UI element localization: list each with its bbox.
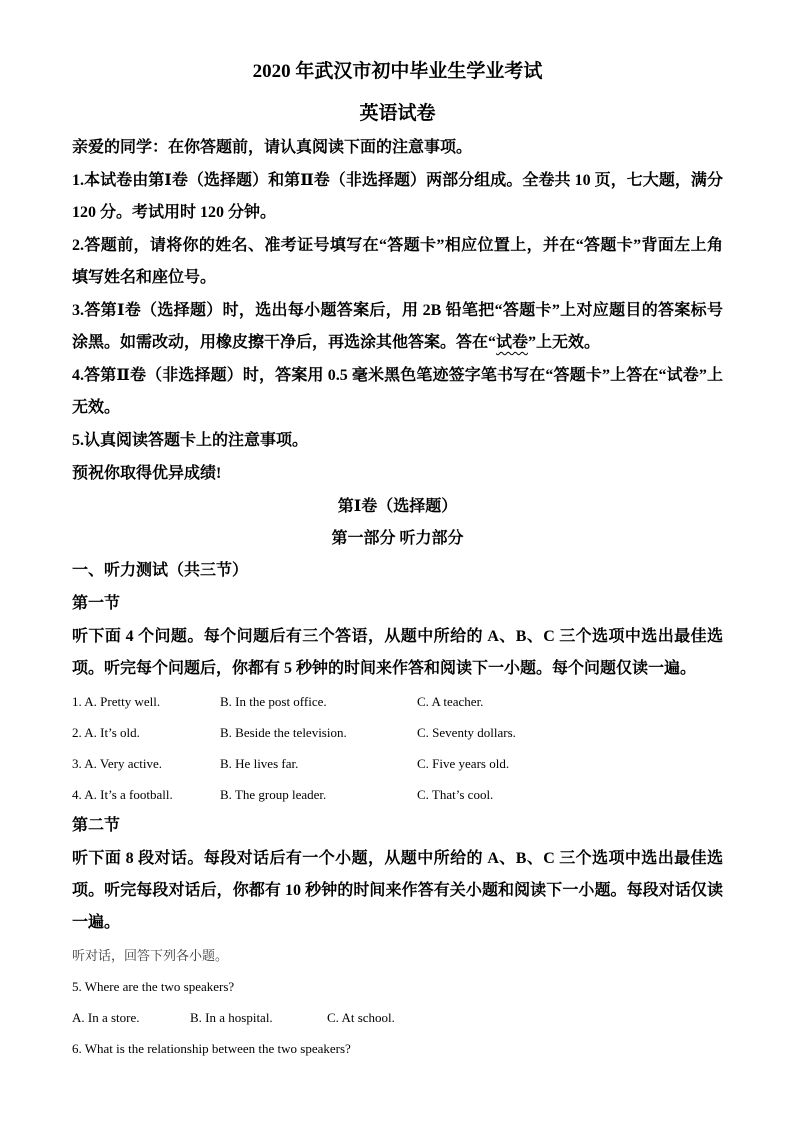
question-1-option-c: C. A teacher.: [417, 694, 484, 709]
question-2-option-c: C. Seventy dollars.: [417, 725, 516, 740]
good-luck-line: 预祝你取得优异成绩!: [72, 465, 222, 482]
notice-2: 2.答题前，请将你的姓名、准考证号填写在“答题卡”相应位置上，并在“答题卡”背面左上角填写姓名和座位号。: [72, 237, 723, 286]
question-3-option-a: 3. A. Very active.: [72, 756, 163, 771]
listening-test-title: 一、听力测试（共三节）: [72, 562, 249, 579]
notice-1: 1.本试卷由第Ⅰ卷（选择题）和第Ⅱ卷（非选择题）两部分组成。全卷共 10 页，七大题，满分 120 分。考试用时 120 分钟。: [72, 172, 723, 221]
notice-3-wavy-underline-text: 试卷: [496, 334, 529, 351]
exam-subtitle: 英语试卷: [359, 103, 436, 124]
question-5-option-b: B. In a hospital.: [190, 1010, 273, 1025]
notice-3: [72, 295, 723, 359]
notice-4: 4.答第Ⅱ卷（非选择题）时，答案用 0.5 毫米黑色笔迹签字笔书写在“答题卡”上答在“试卷”上无效。: [72, 367, 723, 416]
question-4-option-a: 4. A. It’s a football.: [72, 787, 173, 802]
section-2-title: 第二节: [72, 817, 121, 834]
notice-3-text-end: ”上无效。: [528, 334, 601, 351]
question-6-text: 6. What is the relationship between the two speakers?: [72, 1041, 351, 1056]
notice-3-text: 3.答第Ⅰ卷（选择题）时，选出每小题答案后，用 2B 铅笔把“答题卡”上对应题目的答案标号涂黑。如需改动，用橡皮擦干净后，再选涂其他答案。答在“: [72, 302, 723, 351]
volume-1-header: 第Ⅰ卷（选择题）: [337, 498, 458, 515]
part-1-header: 第一部分 听力部分: [331, 530, 464, 547]
question-2-option-a: 2. A. It’s old.: [72, 725, 140, 740]
question-2-option-b: B. Beside the television.: [220, 725, 347, 740]
question-5-option-a: A. In a store.: [72, 1010, 140, 1025]
question-3-option-b: B. He lives far.: [220, 756, 299, 771]
notice-5: 5.认真阅读答题卡上的注意事项。: [72, 432, 309, 449]
question-2-options-row: [72, 717, 723, 748]
section-1-title: 第一节: [72, 595, 121, 612]
section-2-instruction: 听下面 8 段对话。每段对话后有一个小题，从题中所给的 A、B、C 三个选项中选出最佳选项。听完每段对话后，你都有 10 秒钟的时间来作答有关小题和阅读下一小题。每段对话仅读一遍。: [72, 850, 723, 931]
question-1-option-b: B. In the post office.: [220, 694, 327, 709]
dialog-hint-line: 听对话，回答下列各小题。: [72, 948, 229, 963]
question-4-options-row: [72, 779, 723, 810]
question-5-options-row: [72, 1002, 723, 1033]
section-1-instruction: 听下面 4 个问题。每个问题后有三个答语，从题中所给的 A、B、C 三个选项中选出最佳选项。听完每个问题后，你都有 5 秒钟的时间来作答和阅读下一小题。每个问题仅读一遍。: [72, 628, 723, 677]
question-3-options-row: [72, 748, 723, 779]
question-3-option-c: C. Five years old.: [417, 756, 510, 771]
question-5-text: 5. Where are the two speakers?: [72, 979, 235, 994]
question-4-option-c: C. That’s cool.: [417, 787, 494, 802]
question-1-option-a: 1. A. Pretty well.: [72, 694, 161, 709]
question-4-option-b: B. The group leader.: [220, 787, 327, 802]
question-1-options-row: [72, 686, 723, 717]
intro-line: 亲爱的同学：在你答题前，请认真阅读下面的注意事项。: [72, 139, 473, 156]
question-5-option-c: C. At school.: [327, 1010, 395, 1025]
exam-title: 2020 年武汉市初中毕业生学业考试: [252, 61, 543, 82]
